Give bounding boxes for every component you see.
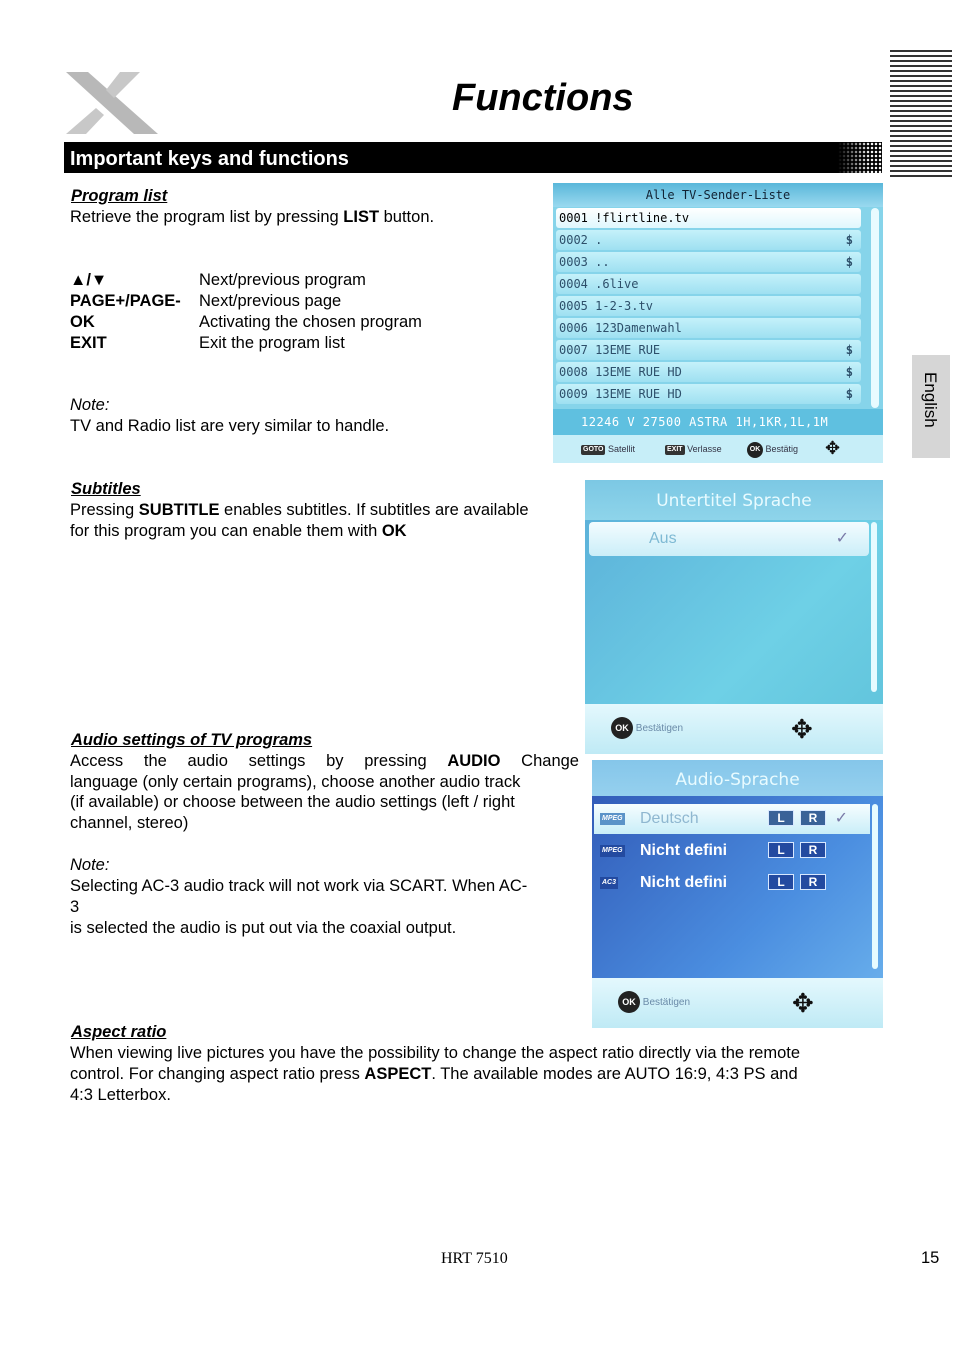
audio-track-row: AC3 Nicht defini L R	[594, 868, 870, 898]
channel-row: 0007 13EME RUE $	[556, 340, 861, 360]
language-tab-label: English	[921, 372, 940, 428]
aspect-text-line: 4:3 Letterbox.	[70, 1086, 171, 1104]
left-channel-badge: L	[768, 810, 794, 826]
page-title: Functions	[452, 77, 634, 119]
ok-button-icon: OK	[611, 717, 633, 739]
note-text: TV and Radio list are very similar to handle.	[70, 417, 390, 435]
note-text: is selected the audio is put out via the coaxial output.	[70, 919, 457, 937]
channel-row: 0006 123Damenwahl	[556, 318, 861, 338]
transponder-info: 12246 V 27500 ASTRA 1H,1KR,1L,1M	[553, 409, 883, 435]
channel-row: 0004 .6live	[556, 274, 861, 294]
key-name: EXIT	[70, 334, 107, 352]
subtitle-screenshot	[585, 480, 883, 754]
channel-list-footer: GOTO Satellit EXIT Verlasse OK Bestätig ✥	[553, 435, 883, 463]
note-text: 3	[70, 898, 80, 916]
subtitles-heading: Subtitles	[71, 480, 141, 498]
section-title: Important keys and functions	[70, 148, 349, 170]
note-label: Note:	[70, 396, 110, 414]
audio-text-line: channel, stereo)	[70, 814, 189, 832]
aspect-text-line: control. For changing aspect ratio press ASPECT. The available modes are AUTO 16:9, 4:3 PS and	[70, 1065, 798, 1083]
navigation-arrows-icon: ✥	[825, 438, 841, 458]
navigation-arrows-icon: ✥	[792, 988, 814, 1018]
key-name: ▲/▼	[70, 271, 108, 289]
audio-heading: Audio settings of TV programs	[71, 731, 313, 749]
audio-footer: OK Bestätigen ✥	[592, 978, 883, 1028]
channel-row: 0001 !flirtline.tv	[556, 208, 861, 228]
x-brand-logo-icon	[62, 68, 162, 138]
check-icon: ✓	[835, 530, 849, 547]
goto-button-icon: GOTO	[583, 445, 604, 453]
audio-screenshot	[592, 760, 883, 1028]
subtitle-option: Aus ✓	[589, 522, 869, 556]
right-channel-badge: R	[800, 810, 826, 826]
channel-row: 0003 .. $	[556, 252, 861, 272]
scrollbar	[872, 804, 878, 969]
right-channel-badge: R	[800, 842, 826, 858]
audio-track-row: MPEG Deutsch L R ✓	[594, 804, 870, 834]
left-channel-badge: L	[768, 874, 794, 890]
key-description: Activating the chosen program	[199, 313, 422, 331]
right-channel-badge: R	[800, 874, 826, 890]
decorative-stripes	[890, 50, 952, 178]
audio-track-row: MPEG Nicht defini L R	[594, 836, 870, 866]
subtitles-text-line: for this program you can enable them with OK	[70, 522, 407, 540]
key-description: Exit the program list	[199, 334, 345, 352]
key-name: PAGE+/PAGE-	[70, 292, 181, 310]
ok-button-icon: OK	[618, 991, 640, 1013]
codec-badge: MPEG	[600, 845, 625, 857]
scrollbar	[871, 522, 877, 692]
channel-list-title: Alle TV-Sender-Liste	[553, 183, 883, 207]
exit-button-icon: EXIT	[667, 445, 683, 453]
program-list-heading: Program list	[71, 187, 168, 205]
key-description: Next/previous page	[199, 292, 342, 310]
program-list-intro: Retrieve the program list by pressing LIST button.	[70, 208, 435, 226]
audio-text-line: (if available) or choose between the audio settings (left / right	[70, 793, 515, 811]
navigation-arrows-icon: ✥	[791, 714, 813, 744]
audio-text-line: Access the audio settings by pressing AUDIO Change	[70, 752, 579, 770]
page-number: 15	[921, 1249, 940, 1267]
channel-row: 0009 13EME RUE HD $	[556, 384, 861, 404]
note-label: Note:	[70, 856, 110, 874]
codec-badge: MPEG	[600, 813, 625, 825]
aspect-text-line: When viewing live pictures you have the possibility to change the aspect ratio directly via the remote	[70, 1044, 801, 1062]
channel-list-screenshot	[553, 183, 883, 463]
subtitles-text-line: Pressing SUBTITLE enables subtitles. If subtitles are available	[70, 501, 529, 519]
left-channel-badge: L	[768, 842, 794, 858]
key-description: Next/previous program	[199, 271, 366, 289]
scrollbar	[871, 208, 879, 408]
audio-text-line: language (only certain programs), choose another audio track	[70, 773, 521, 791]
aspect-heading: Aspect ratio	[71, 1023, 167, 1041]
note-text: Selecting AC-3 audio track will not work via SCART. When AC-	[70, 877, 528, 895]
audio-menu-title: Audio-Sprache	[592, 760, 883, 796]
check-icon: ✓	[834, 810, 848, 827]
codec-badge: AC3	[600, 877, 618, 889]
subtitle-menu-title: Untertitel Sprache	[585, 480, 883, 520]
ok-button-icon: OK	[747, 442, 763, 458]
key-name: OK	[70, 313, 95, 331]
channel-row: 0005 1-2-3.tv	[556, 296, 861, 316]
model-name: HRT 7510	[441, 1250, 508, 1267]
subtitle-footer: OK Bestätigen ✥	[585, 704, 883, 754]
channel-row: 0002 . $	[556, 230, 861, 250]
section-bar-dots	[838, 142, 884, 173]
channel-row: 0008 13EME RUE HD $	[556, 362, 861, 382]
